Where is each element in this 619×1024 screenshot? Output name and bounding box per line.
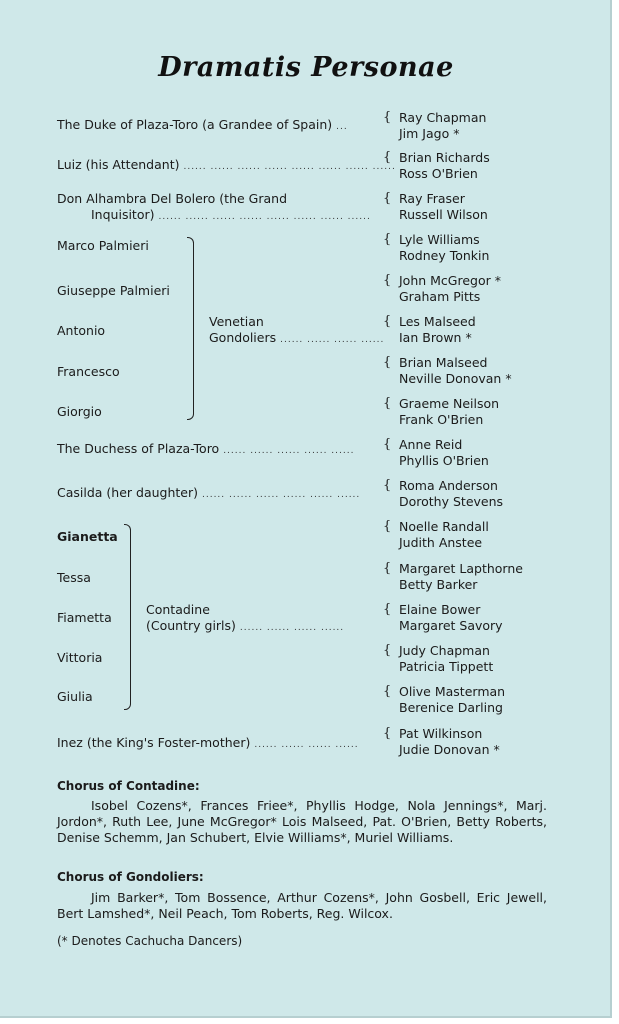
brace-icon: { <box>383 519 392 534</box>
actor-name: Brian Malseed <box>399 355 488 370</box>
actors-francesco <box>383 355 512 387</box>
brace-icon: { <box>383 726 392 741</box>
footnote: (* Denotes Cachucha Dancers) <box>57 934 243 948</box>
brace-icon: { <box>383 684 392 699</box>
brace-icon: { <box>383 355 392 370</box>
actor-name: John McGregor * <box>399 273 501 288</box>
actor-name: Jim Jago * <box>399 126 460 141</box>
actors-vittoria <box>383 643 493 675</box>
leader-dots: ...... ...... ...... ...... ...... ...... ...... ...... <box>183 162 396 172</box>
role-giuseppe: Giuseppe Palmieri <box>57 283 170 298</box>
actors-antonio <box>383 314 476 346</box>
actor-name: Graham Pitts <box>399 289 481 304</box>
actor-name: Brian Richards <box>399 150 490 165</box>
actors-gianetta <box>383 519 489 551</box>
actor-name: Ray Fraser <box>399 191 465 206</box>
leader-dots: ...... ...... ...... ...... ...... <box>223 446 355 456</box>
brace-icon: { <box>383 273 392 288</box>
actors-casilda <box>383 478 503 510</box>
role-giulia: Giulia <box>57 689 93 704</box>
role-francesco: Francesco <box>57 364 120 379</box>
actors-duchess <box>383 437 489 469</box>
chorus-contadine-heading: Chorus of Contadine: <box>57 779 200 793</box>
actor-name: Roma Anderson <box>399 478 498 493</box>
chorus-gondoliers-text: Jim Barker*, Tom Bossence, Arthur Cozens*, John Gosbell, Eric Jewell, Bert Lamshed*, Neil Peach, Tom Roberts, Reg. Wilcox. <box>57 890 547 921</box>
actor-name: Pat Wilkinson <box>399 726 483 741</box>
role-casilda <box>57 485 360 503</box>
role-luiz <box>57 157 396 175</box>
role-antonio: Antonio <box>57 323 106 338</box>
role-name-cont: Inquisitor) <box>91 207 155 222</box>
brace-icon: { <box>383 191 392 206</box>
leader-dots: ...... ...... ...... ...... <box>254 740 359 750</box>
actor-name: Frank O'Brien <box>399 412 484 427</box>
brace-icon: { <box>383 314 392 329</box>
actor-name: Graeme Neilson <box>399 396 500 411</box>
role-name: Luiz (his Attendant) <box>57 157 180 172</box>
role-don-alhambra <box>57 191 371 225</box>
actors-don-alhambra <box>383 191 488 223</box>
actor-name: Les Malseed <box>399 314 476 329</box>
actor-name: Margaret Lapthorne <box>399 561 523 576</box>
brace-icon: { <box>383 396 392 411</box>
role-name: The Duke of Plaza-Toro (a Grandee of Spain) <box>57 117 333 132</box>
page-title: Dramatis Personae <box>158 52 454 83</box>
actor-name: Betty Barker <box>399 577 478 592</box>
actor-name: Ian Brown * <box>399 330 472 345</box>
role-name: The Duchess of Plaza-Toro <box>57 441 220 456</box>
actors-luiz <box>383 150 490 182</box>
leader-dots: ...... ...... ...... ...... ...... ...... <box>201 490 361 500</box>
chorus-gondoliers-heading: Chorus of Gondoliers: <box>57 870 204 884</box>
brace-icon: { <box>383 561 392 576</box>
role-vittoria: Vittoria <box>57 650 103 665</box>
brace-icon: { <box>383 437 392 452</box>
brace-icon: { <box>383 150 392 165</box>
actor-name: Anne Reid <box>399 437 463 452</box>
actors-giorgio <box>383 396 499 428</box>
leader-dots: ... <box>336 122 348 132</box>
actor-name: Berenice Darling <box>399 700 503 715</box>
role-fiametta: Fiametta <box>57 610 112 625</box>
actors-marco <box>383 232 489 264</box>
group-label-gondoliers <box>209 314 384 348</box>
leader-dots: ...... ...... ...... ...... ...... ...... ...... ...... <box>158 212 371 222</box>
leader-dots: ...... ...... ...... ...... <box>280 335 385 345</box>
actors-fiametta <box>383 602 503 634</box>
actors-giulia <box>383 684 505 716</box>
group-label-line: Venetian <box>209 314 264 329</box>
actor-name: Rodney Tonkin <box>399 248 490 263</box>
group-label-line: Contadine <box>146 602 210 617</box>
actor-name: Lyle Williams <box>399 232 480 247</box>
actor-name: Olive Masterman <box>399 684 506 699</box>
actor-name: Patricia Tippett <box>399 659 494 674</box>
group-label-line: Gondoliers <box>209 330 277 345</box>
actors-duke <box>383 110 486 142</box>
brace-icon: { <box>383 478 392 493</box>
actor-name: Ross O'Brien <box>399 166 478 181</box>
role-name: Inez (the King's Foster-mother) <box>57 735 251 750</box>
actor-name: Dorothy Stevens <box>399 494 504 509</box>
group-label-line: (Country girls) <box>146 618 236 633</box>
role-gianetta: Gianetta <box>57 529 118 544</box>
actor-name: Russell Wilson <box>399 207 488 222</box>
brace-icon: { <box>383 643 392 658</box>
role-tessa: Tessa <box>57 570 91 585</box>
actor-name: Judith Anstee <box>399 535 483 550</box>
role-giorgio: Giorgio <box>57 404 102 419</box>
group-label-contadine <box>146 602 344 636</box>
actor-name: Noelle Randall <box>399 519 489 534</box>
actors-tessa <box>383 561 523 593</box>
actor-name: Ray Chapman <box>399 110 487 125</box>
actor-name: Judie Donovan * <box>399 742 500 757</box>
brace-icon: { <box>383 232 392 247</box>
group-brace-contadine <box>124 524 131 710</box>
brace-icon: { <box>383 602 392 617</box>
role-name: Don Alhambra Del Bolero (the Grand <box>57 191 287 206</box>
actor-name: Phyllis O'Brien <box>399 453 489 468</box>
group-brace-gondoliers <box>187 237 194 420</box>
role-inez <box>57 735 359 753</box>
actors-inez <box>383 726 500 758</box>
role-name: Casilda (her daughter) <box>57 485 198 500</box>
actor-name: Neville Donovan * <box>399 371 512 386</box>
chorus-contadine-text: Isobel Cozens*, Frances Friee*, Phyllis Hodge, Nola Jennings*, Marj. Jordon*, Ruth Lee, June McGregor* Lois Malseed, Pat. O'Brien, Betty Roberts, Denise Schemm, Jan Schubert, Elvie Williams*, Muriel Williams. <box>57 798 547 845</box>
role-marco: Marco Palmieri <box>57 238 149 253</box>
leader-dots: ...... ...... ...... ...... <box>239 623 345 633</box>
actors-giuseppe <box>383 273 501 305</box>
role-duchess <box>57 441 354 459</box>
role-duke <box>57 117 348 135</box>
brace-icon: { <box>383 110 392 125</box>
actor-name: Judy Chapman <box>399 643 490 658</box>
actor-name: Elaine Bower <box>399 602 481 617</box>
actor-name: Margaret Savory <box>399 618 503 633</box>
